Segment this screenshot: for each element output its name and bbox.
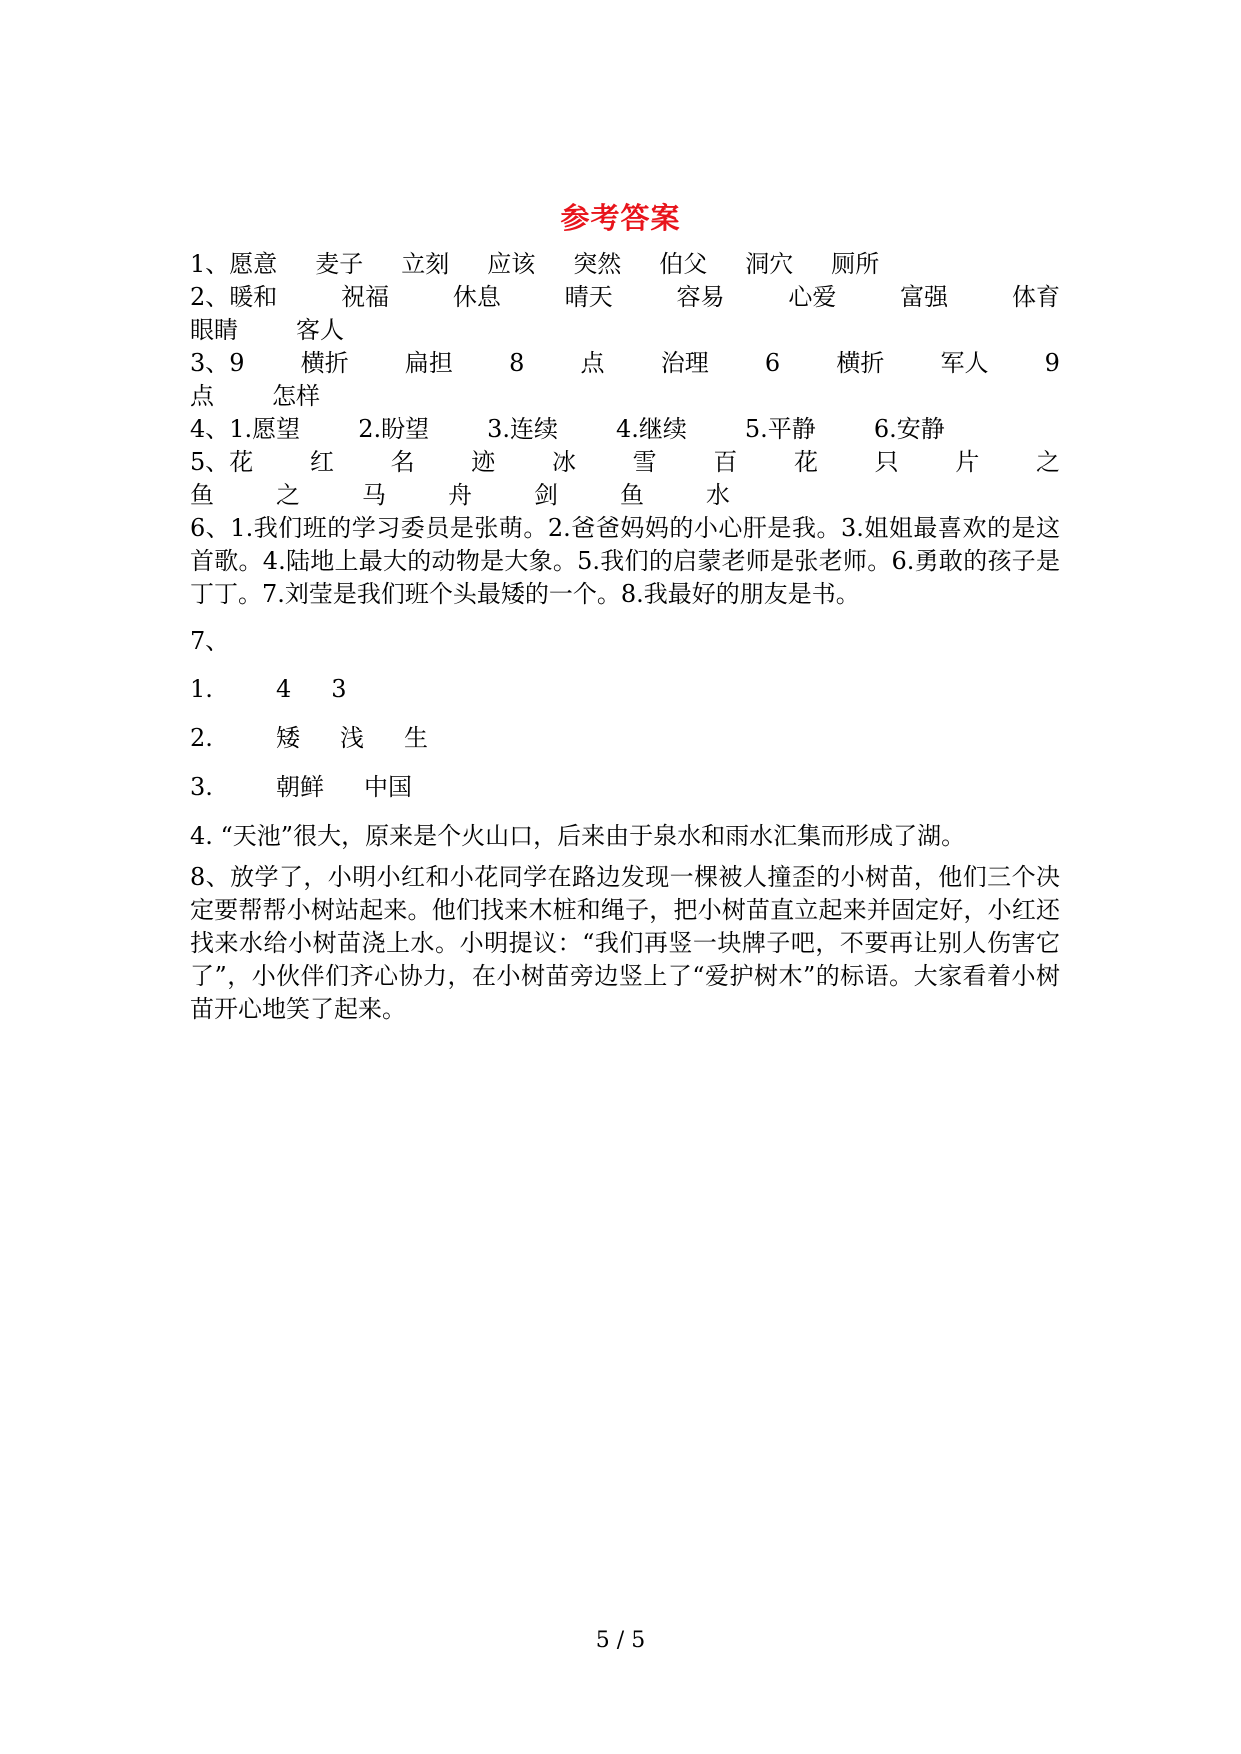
answer-1-item: 洞穴 <box>745 250 794 278</box>
answer-3-row-1 <box>190 347 1060 380</box>
answer-7-item: 矮 <box>276 724 300 752</box>
answer-7-sub-number: 3. <box>190 773 213 801</box>
answer-7-item: 浅 <box>340 724 364 752</box>
answer-4-word: 1.愿望 <box>229 415 301 443</box>
answer-7-sub-number: 1. <box>190 675 213 703</box>
answer-5-item <box>190 446 253 479</box>
answer-1-item: 愿意 <box>229 250 278 278</box>
answer-6: 6、1.我们班的学习委员是张萌。2.爸爸妈妈的小心肝是我。3.姐姐最喜欢的是这首歌。4.陆地上最大的动物是大象。5.我们的启蒙老师是张老师。6.勇敢的孩子是丁丁。7.刘莹是我们班个头最矮的一个。8.我最好的朋友是书。 <box>190 514 1060 608</box>
answer-1-item: 立刻 <box>401 250 450 278</box>
answer-2-item: 容易 <box>676 283 725 311</box>
answer-5-item: 名 <box>390 448 415 476</box>
answer-4-item: 3.连续 <box>487 415 558 443</box>
answer-5-item: 雪 <box>632 448 657 476</box>
answer-8: 8、放学了，小明小红和小花同学在路边发现一棵被人撞歪的小树苗，他们三个决定要帮帮小树站起来。他们找来木桩和绳子，把小树苗直立起来并固定好，小红还找来水给小树苗浇上水。小明提议：“我们再竖一块牌子吧，不要再让别人伤害它了”，小伙伴们齐心协力，在小树苗旁边竖上了“爱护树木”的标语。大家看着小树苗开心地笑了起来。 <box>190 863 1060 1023</box>
answer-5-item: 红 <box>309 448 334 476</box>
answer-7-sub-2 <box>190 714 1060 763</box>
answer-3-item: 横折 <box>300 349 349 377</box>
answer-3-label: 3、 <box>190 349 230 377</box>
answer-3-item: 横折 <box>836 349 885 377</box>
answer-2-item: 体育 <box>1011 283 1060 311</box>
answer-5-word: 花 <box>229 448 254 476</box>
answer-4-item: 4.继续 <box>616 415 687 443</box>
answer-3-item: 8 <box>509 349 525 377</box>
answer-1-item: 厕所 <box>831 250 880 278</box>
answer-2-item: 休息 <box>452 283 501 311</box>
answer-3-row-2 <box>190 380 1060 413</box>
answer-1-label: 1、 <box>190 250 230 278</box>
answer-3-item: 军人 <box>940 349 989 377</box>
answer-5-item: 之 <box>1036 448 1060 476</box>
answer-2-item: 祝福 <box>341 283 390 311</box>
answer-5-item: 花 <box>793 448 818 476</box>
answer-3-item: 点 <box>580 349 605 377</box>
answer-5-row-1 <box>190 446 1060 479</box>
answer-3-item: 点 <box>190 382 214 410</box>
answer-3-item <box>190 347 245 380</box>
answer-7-sub-1 <box>190 665 1060 714</box>
answer-1-item: 应该 <box>487 250 536 278</box>
answer-7-item: 生 <box>404 724 428 752</box>
answer-2-item: 客人 <box>296 316 344 344</box>
answer-3-item: 6 <box>764 349 781 377</box>
answer-4-item: 5.平静 <box>744 415 816 443</box>
answer-5-item: 只 <box>874 448 899 476</box>
answer-5-item: 鱼 <box>620 481 644 509</box>
answer-1 <box>190 248 1060 281</box>
answer-5-label: 5、 <box>190 448 230 476</box>
answer-2-row-1 <box>190 281 1060 314</box>
answer-3-word: 9 <box>229 349 245 377</box>
answer-7-item: 4 <box>276 675 292 703</box>
answer-2-item: 富强 <box>900 283 949 311</box>
answer-7-sub-number: 2. <box>190 724 213 752</box>
answer-4 <box>190 413 1060 446</box>
answer-2-word: 暖和 <box>229 283 278 311</box>
answer-3-item: 治理 <box>660 349 709 377</box>
answer-2-row-2 <box>190 314 1060 347</box>
answer-7-item: 中国 <box>364 773 412 801</box>
answer-5-item: 百 <box>713 448 738 476</box>
answer-2-item: 心爱 <box>788 283 837 311</box>
answer-5-item: 舟 <box>448 481 472 509</box>
answer-5-item: 冰 <box>551 448 576 476</box>
answer-7-sub-4: 4. “天池”很大，原来是个火山口，后来由于泉水和雨水汇集而形成了湖。 <box>190 822 966 850</box>
answer-7-label: 7、 <box>190 627 230 655</box>
answer-5-item: 迹 <box>471 448 496 476</box>
answer-3-item: 9 <box>1044 349 1060 377</box>
answer-7-item: 3 <box>331 675 347 703</box>
answer-1-item: 麦子 <box>315 250 364 278</box>
answer-5-item: 马 <box>362 481 386 509</box>
answer-body <box>190 248 1060 1026</box>
answer-3-item: 扁担 <box>404 349 453 377</box>
answer-4-item <box>190 413 300 446</box>
answer-2-label: 2、 <box>190 283 230 311</box>
answer-1-item: 突然 <box>573 250 622 278</box>
answer-5-item: 剑 <box>534 481 558 509</box>
answer-2-item <box>190 281 277 314</box>
answer-2-item: 眼睛 <box>190 316 238 344</box>
page-number: 5 / 5 <box>595 1628 646 1653</box>
answer-5-item: 水 <box>706 481 730 509</box>
answer-5-item: 之 <box>276 481 300 509</box>
answer-3-item: 怎样 <box>272 382 320 410</box>
answer-4-label: 4、 <box>190 415 230 443</box>
answer-5-item: 片 <box>955 448 980 476</box>
answer-4-item: 6.安静 <box>873 415 945 443</box>
answer-1-item: 伯父 <box>659 250 708 278</box>
answer-7-item: 朝鲜 <box>276 773 324 801</box>
answer-4-item: 2.盼望 <box>358 415 430 443</box>
answer-5-row-2 <box>190 479 1060 512</box>
answer-5-item: 鱼 <box>190 481 214 509</box>
answer-7-sub-3 <box>190 763 1060 812</box>
page-title: 参考答案 <box>560 201 681 235</box>
answer-2-item: 晴天 <box>564 283 613 311</box>
